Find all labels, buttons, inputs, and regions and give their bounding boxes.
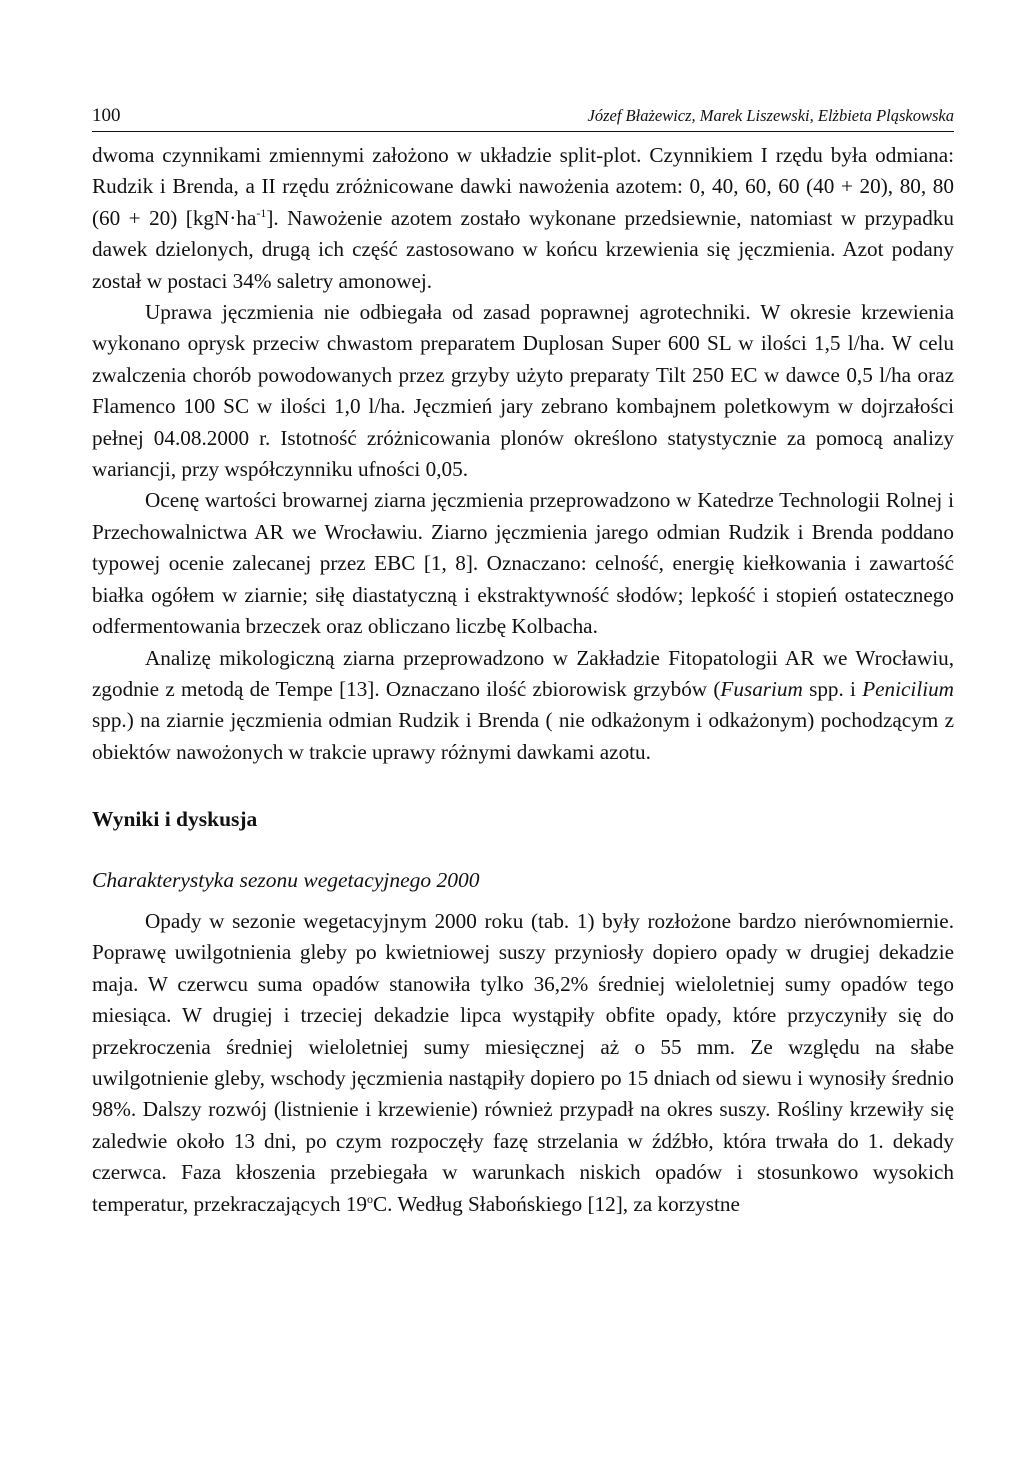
p4-text-a: Analizę mikologiczną ziarna przeprowadzono w Zakładzie Fitopatologii AR we Wrocławiu, zgodnie z metodą de Tempe [13]. Oznaczano ilość zbiorowisk grzybów ( [92,645,954,701]
paragraph-season-weather [92,906,954,1220]
subsection-heading: Charakterystyka sezonu wegetacyjnego 2000 [92,867,480,892]
page-number: 100 [92,105,121,126]
paragraph-cultivation: Uprawa jęczmienia nie odbiegała od zasad poprawnej agrotechniki. W okresie krzewienia wykonano oprysk przeciw chwastom preparatem Duplosan Super 600 SL w ilości 1,5 l/ha. W celu zwalczenia chorób powodowanych przez grzyby użyto preparaty Tilt 250 EC w dawce 0,5 l/ha oraz Flamenco 100 SC w ilości 1,0 l/ha. Jęczmień jary zebrano kombajnem poletkowym w dojrzałości pełnej 04.08.2000 r. Istotność zróżnicowania plonów określono statystycznie za pomocą analizy wariancji, przy współczynniku ufności 0,05. [92,300,954,482]
running-header [92,104,954,132]
p1-text-b: ]. Nawożenie azotem zostało wykonane przedsiewnie, natomiast w przypadku dawek dzielonych, drugą ich część zastosowano w końcu krzewienia się jęczmienia. Azot podany został w postaci 34% saletry amonowej. [92,205,954,293]
p5-text-a: Opady w sezonie wegetacyjnym 2000 roku (tab. 1) były rozłożone bardzo nierównomiernie. Poprawę uwilgotnienia gleby po kwietniowej suszy przyniosły dopiero opady w drugiej dekadzie maja. W czerwcu suma opadów stanowiła tylko 36,2% średniej wieloletniej sumy opadów tego miesiąca. W drugiej i trzeciej dekadzie lipca wystąpiły obfite opady, które przyczyniły się do przekroczenia średniej wieloletniej sumy miesięcznej aż o 55 mm. Ze względu na słabe uwilgotnienie gleby, wschody jęczmienia nastąpiły dopiero po 15 dniach od siewu i wynosiły średnio 98%. Dalszy rozwój (listnienie i krzewienie) również przypadł na okres suszy. Rośliny krzewiły się zaledwie około 13 dni, po czym rozpoczęły fazę strzelania w źdźbło, która trwała do 1. dekady czerwca. Faza kłoszenia przebiegała w warunkach niskich opadów i stosunkowo wysokich temperatur, przekraczających 19 [92,908,954,1216]
paragraph-mycological-analysis [92,643,954,769]
p5-superscript: o [367,1191,374,1206]
p1-text-a: dwoma czynnikami zmiennymi założono w układzie split-plot. Czynnikiem I rzędu była odmiana: Rudzik i Brenda, a II rzędu zróżnicowane dawki nawożenia azotem: 0, 40, 60, 60 (40 + 20), 80, 80 (60 + 20) [kgN·ha [92,143,954,230]
p4-text-b: spp. i [802,676,863,701]
p4-penicilium: Penicilium [862,676,954,701]
page [92,104,954,1220]
p5-text-b: C. Według Słabońskiego [12], za korzystne [373,1191,740,1216]
p1-superscript: -1 [256,205,267,220]
p4-text-c: spp.) na ziarnie jęczmienia odmian Rudzik i Brenda ( nie odkażonym i odkażonym) pochodzącym z obiektów nawożonych w trakcie uprawy różnymi dawkami azotu. [92,708,954,764]
paragraph-brewing-value: Ocenę wartości browarnej ziarna jęczmienia przeprowadzono w Katedrze Technologii Rolnej i Przechowalnictwa AR we Wrocławiu. Ziarno jęczmienia jarego odmian Rudzik i Brenda poddano typowej ocenie zalecanej przez EBC [1, 8]. Oznaczano: celność, energię kiełkowania i zawartość białka ogółem w ziarnie; siłę diastatyczną i ekstraktywność słodów; lepkość i stopień ostatecznego odfermentowania brzeczek oraz obliczano liczbę Kolbacha. [92,488,954,639]
p4-fusarium: Fusarium [720,676,803,701]
section-heading: Wyniki i dyskusja [92,807,258,832]
running-header-authors: Józef Błażewicz, Marek Liszewski, Elżbieta Pląskowska [587,106,954,125]
paragraph-experimental-design [92,140,954,297]
